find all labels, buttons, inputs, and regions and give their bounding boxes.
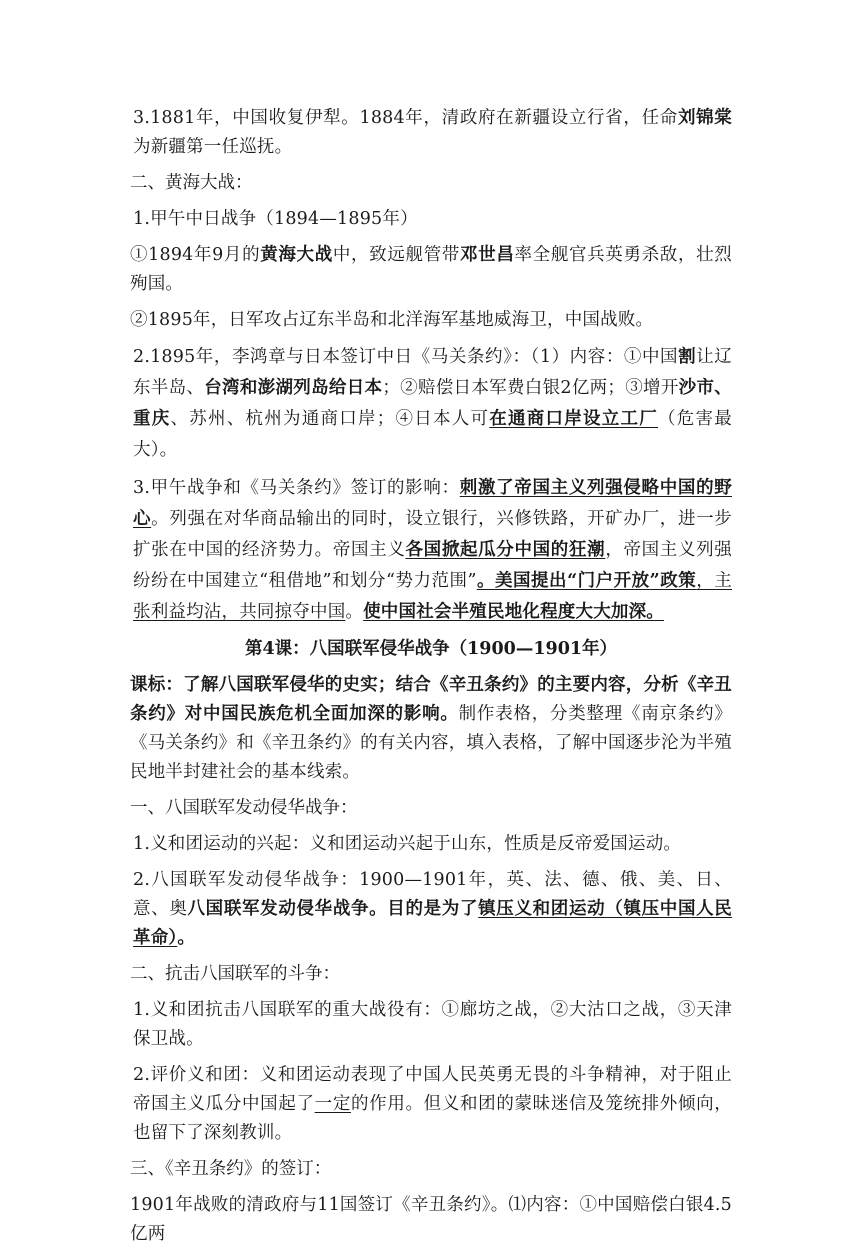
paragraph-curriculum-standard bbox=[130, 671, 732, 787]
heading-invasion: 一、八国联军发动侵华战争： bbox=[130, 798, 358, 818]
paragraph-evaluate-boxers bbox=[130, 1061, 732, 1148]
name-liu-jintang: 刘锦棠 bbox=[677, 108, 732, 128]
standard-bold: 课标：了解八国联军侵华的史实；结合《辛丑条约》的主要内容，分析《辛丑条约》对中国民族危机全面加深的影响。 bbox=[130, 675, 732, 724]
term-partition-frenzy: 各国掀起瓜分中国的狂潮 bbox=[405, 540, 606, 560]
text: 为新疆第一任巡抚。 bbox=[133, 137, 293, 157]
term-eight-nation: 八国联军发动侵华战争。目的是为了 bbox=[187, 899, 479, 919]
text: 中，致远舰管带 bbox=[332, 245, 461, 265]
paragraph-boxer-rise: 1.义和团运动的兴起：义和团运动兴起于山东，性质是反帝爱国运动。 bbox=[133, 834, 682, 854]
term-suppress-boxers: 镇压义和团运动（镇压中国人民革命） bbox=[133, 899, 732, 948]
text: 2.评价义和团：义和团运动表现了中国人民英勇无畏的斗争精神，对于阻止帝国主义瓜分中国起了 bbox=[133, 1065, 732, 1114]
term-shashi-chongqing: 沙市、重庆 bbox=[133, 378, 732, 429]
lesson-title: 第4课：八国联军侵华战争（1900—1901年） bbox=[244, 639, 618, 659]
heading-huanghai: 二、黄海大战： bbox=[130, 173, 253, 193]
text: ①1894年9月的 bbox=[130, 245, 261, 265]
text: 让辽东半岛、 bbox=[133, 347, 732, 398]
text: （危害最大）。 bbox=[133, 409, 732, 460]
text: 率全舰官兵英勇杀敌，壮烈殉国。 bbox=[130, 245, 732, 294]
paragraph-major-battles: 1.义和团抗击八国联军的重大战役有：①廊坊之战，②大沽口之战，③天津保卫战。 bbox=[133, 1000, 732, 1049]
text: 3.1881年，中国收复伊犁。1884年，清政府在新疆设立行省，任命 bbox=[133, 108, 678, 128]
paragraph-xinchou-treaty: 1901年战败的清政府与11国签订《辛丑条约》。⑴内容：①中国赔偿白银4.5亿两 bbox=[130, 1195, 732, 1244]
paragraph-huanghai-battle bbox=[130, 241, 732, 299]
term-stimulate-ambition: 刺激了帝国主义列强侵略中国的野心 bbox=[133, 478, 732, 529]
term-cede: 割 bbox=[678, 347, 697, 367]
text: 2.八国联军发动侵华战争：1900—1901年，英、法、德、俄、美、日、意、奥 bbox=[133, 870, 732, 919]
text: ，帝国主义列强纷纷在中国建立“租借地”和划分“势力范围” bbox=[133, 540, 733, 591]
paragraph-war-title: 1.甲午中日战争（1894—1895年） bbox=[133, 209, 418, 229]
heading-xinchou: 三、《辛丑条约》的签订： bbox=[130, 1159, 332, 1179]
term-huanghai-battle: 黄海大战 bbox=[260, 245, 333, 265]
text: ；②赔偿日本军费白银2亿两；③增开 bbox=[382, 378, 679, 398]
term-semi-colonial: 使中国社会半殖民地化程度大大加深。 bbox=[363, 602, 665, 622]
name-deng-shichang: 邓世昌 bbox=[460, 245, 515, 265]
paragraph-war-impact bbox=[130, 473, 732, 628]
term-certain: 一定 bbox=[314, 1094, 351, 1114]
term-taiwan-penghu: 台湾和澎湖列岛给日本 bbox=[204, 378, 383, 398]
text: 、苏州、杭州为通商口岸；④日本人可 bbox=[170, 409, 490, 429]
text: 。 bbox=[345, 602, 364, 622]
term-factories: 在通商口岸设立工厂 bbox=[489, 409, 659, 429]
text-equal-interests: ，主张利益均沾，共同掠夺中国 bbox=[133, 571, 732, 622]
text: 的作用。但义和团的蒙昧迷信及笼统排外倾向，也留下了深刻教训。 bbox=[133, 1094, 733, 1143]
text: 2.1895年，李鸿章与日本签订中日《马关条约》：（1）内容：①中国 bbox=[133, 347, 679, 367]
standard-text: 制作表格，分类整理《南京条约》《马关条约》和《辛丑条约》的有关内容，填入表格，了解中国逐步沦为半殖民地半封建社会的基本线索。 bbox=[130, 704, 732, 782]
text: 3.甲午战争和《马关条约》签订的影响： bbox=[133, 478, 460, 498]
paragraph-xinjiang bbox=[130, 104, 732, 162]
heading-resistance: 二、抗击八国联军的斗争： bbox=[130, 964, 340, 984]
paragraph-eight-nation-invasion bbox=[130, 866, 732, 953]
text: 。 bbox=[177, 928, 196, 948]
paragraph-weihaiwei: ②1895年，日军攻占辽东半岛和北洋海军基地威海卫，中国战败。 bbox=[130, 310, 654, 330]
text: 。列强在对华商品输出的同时，设立银行，兴修铁路，开矿办厂，进一步扩张在中国的经济势力。帝国主义 bbox=[133, 509, 732, 560]
term-open-door: 。美国提出“门户开放”政策 bbox=[476, 571, 697, 591]
paragraph-maguan-treaty bbox=[130, 342, 732, 466]
